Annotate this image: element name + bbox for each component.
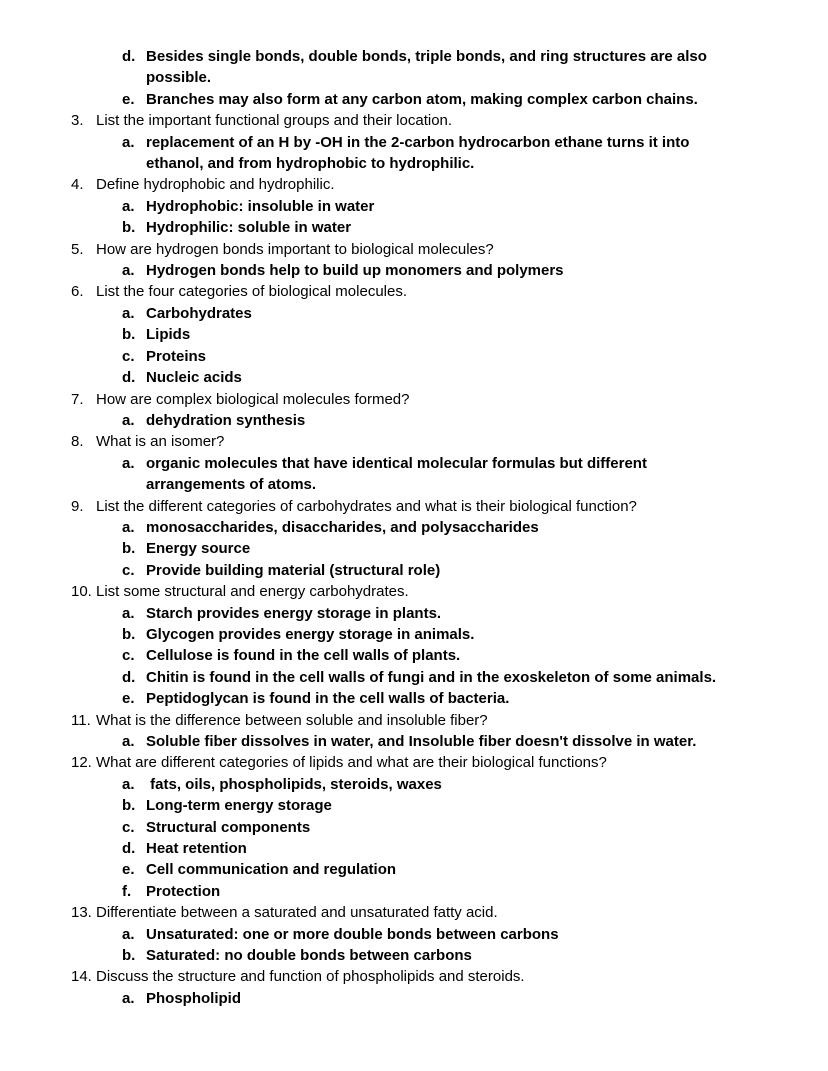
- answer-item: [0, 132, 828, 175]
- text-line: Glycogen provides energy storage in animals.: [146, 625, 475, 643]
- answer-item: [0, 795, 828, 816]
- text-line: dehydration synthesis: [146, 411, 306, 429]
- text-line: Proteins: [146, 347, 207, 365]
- item-text: [146, 731, 696, 752]
- text-line: Structural components: [146, 818, 311, 836]
- list-marker: d.: [122, 668, 136, 686]
- text-line: arrangements of atoms.: [146, 476, 317, 494]
- text-line: Differentiate between a saturated and unsaturated fatty acid.: [96, 904, 498, 922]
- item-text: [146, 795, 332, 816]
- text-line: How are hydrogen bonds important to biological molecules?: [96, 240, 494, 258]
- list-marker: e.: [122, 861, 135, 879]
- text-line: Hydrophilic: soluble in water: [146, 219, 352, 237]
- item-text: [146, 859, 396, 880]
- text-line: Starch provides energy storage in plants.: [146, 604, 442, 622]
- text-line: Chitin is found in the cell walls of fungi and in the exoskeleton of some animals.: [146, 668, 717, 686]
- list-marker: c.: [122, 347, 135, 365]
- text-line: List the four categories of biological molecules.: [96, 283, 408, 301]
- list-marker: a.: [122, 411, 135, 429]
- answer-item: [0, 859, 828, 880]
- list-marker: 6.: [71, 283, 84, 301]
- text-line: monosaccharides, disaccharides, and polysaccharides: [146, 518, 539, 536]
- list-marker: a.: [122, 925, 135, 943]
- list-marker: d.: [122, 48, 136, 65]
- text-line: Hydrogen bonds help to build up monomers and polymers: [146, 262, 564, 280]
- item-text: [96, 752, 607, 773]
- list-marker: a.: [122, 989, 135, 1007]
- item-text: [146, 217, 351, 238]
- text-line: Lipids: [146, 326, 191, 344]
- text-line: replacement of an H by -OH in the 2-carbon hydrocarbon ethane turns it into: [146, 133, 690, 151]
- list-marker: b.: [122, 797, 136, 815]
- list-marker: a.: [122, 454, 135, 472]
- list-marker: 10.: [71, 583, 92, 601]
- text-line: What is an isomer?: [96, 433, 225, 451]
- list-marker: d.: [122, 369, 136, 387]
- item-text: [146, 881, 220, 902]
- text-line: possible.: [146, 69, 212, 87]
- question-item: [0, 496, 828, 517]
- text-line: Phospholipid: [146, 989, 241, 1007]
- list-marker: b.: [122, 540, 136, 558]
- item-text: [146, 260, 564, 281]
- answer-item: [0, 667, 828, 688]
- answer-item: [0, 924, 828, 945]
- item-text: [146, 89, 698, 110]
- item-text: [146, 538, 250, 559]
- list-marker: 8.: [71, 433, 84, 451]
- list-marker: c.: [122, 818, 135, 836]
- item-text: [146, 645, 460, 666]
- item-text: [96, 581, 409, 602]
- item-text: [146, 517, 539, 538]
- item-text: [96, 496, 637, 517]
- answer-item: [0, 603, 828, 624]
- answer-item: [0, 988, 828, 1009]
- list-marker: a.: [122, 262, 135, 280]
- text-line: fats, oils, phospholipids, steroids, waxes: [146, 775, 442, 793]
- list-marker: a.: [122, 775, 135, 793]
- item-text: [146, 367, 242, 388]
- list-marker: 3.: [71, 112, 84, 130]
- item-text: [146, 603, 441, 624]
- text-line: Carbohydrates: [146, 304, 252, 322]
- item-text: [146, 774, 442, 795]
- text-line: Long-term energy storage: [146, 797, 332, 815]
- item-text: [146, 303, 252, 324]
- text-line: Cellulose is found in the cell walls of plants.: [146, 647, 461, 665]
- answer-item: [0, 688, 828, 709]
- answer-item: [0, 817, 828, 838]
- item-text: [146, 453, 647, 496]
- answer-item: [0, 260, 828, 281]
- list-marker: 14.: [71, 968, 92, 986]
- item-text: [96, 431, 224, 452]
- text-line: Nucleic acids: [146, 369, 242, 387]
- list-marker: 5.: [71, 240, 84, 258]
- answer-item: [0, 453, 828, 496]
- text-line: Saturated: no double bonds between carbons: [146, 947, 472, 965]
- item-text: [146, 196, 374, 217]
- item-text: [96, 239, 494, 260]
- list-marker: b.: [122, 326, 136, 344]
- list-marker: a.: [122, 304, 135, 322]
- question-item: [0, 281, 828, 302]
- list-marker: a.: [122, 604, 135, 622]
- list-marker: b.: [122, 219, 136, 237]
- answer-item: [0, 367, 828, 388]
- list-marker: 7.: [71, 390, 84, 408]
- item-text: [146, 945, 472, 966]
- list-marker: 13.: [71, 904, 92, 922]
- text-line: Heat retention: [146, 840, 247, 858]
- item-text: [146, 132, 689, 175]
- answer-item: [0, 217, 828, 238]
- item-text: [96, 902, 498, 923]
- answer-item: [0, 838, 828, 859]
- answer-item: [0, 945, 828, 966]
- answer-item: [0, 410, 828, 431]
- text-line: Unsaturated: one or more double bonds between carbons: [146, 925, 559, 943]
- item-text: [96, 110, 452, 131]
- item-text: [146, 838, 247, 859]
- text-line: Discuss the structure and function of phospholipids and steroids.: [96, 968, 525, 986]
- question-item: [0, 431, 828, 452]
- answer-item: [0, 89, 828, 110]
- text-line: What are different categories of lipids and what are their biological functions?: [96, 754, 607, 772]
- item-text: [96, 174, 334, 195]
- text-line: ethanol, and from hydrophobic to hydrophilic.: [146, 155, 475, 173]
- item-text: [146, 560, 440, 581]
- answer-item: [0, 196, 828, 217]
- text-line: Besides single bonds, double bonds, triple bonds, and ring structures are also: [146, 48, 707, 65]
- question-item: [0, 752, 828, 773]
- question-item: [0, 902, 828, 923]
- answer-item: [0, 645, 828, 666]
- text-line: Soluble fiber dissolves in water, and Insoluble fiber doesn't dissolve in water.: [146, 733, 697, 750]
- list-marker: 9.: [71, 497, 84, 515]
- item-text: [146, 324, 190, 345]
- answer-item: [0, 517, 828, 538]
- text-line: How are complex biological molecules formed?: [96, 390, 410, 408]
- question-item: [0, 389, 828, 410]
- text-line: What is the difference between soluble and insoluble fiber?: [96, 711, 488, 729]
- answer-item: [0, 324, 828, 345]
- item-text: [146, 667, 716, 688]
- answer-item: [0, 46, 828, 89]
- list-marker: 4.: [71, 176, 84, 194]
- list-marker: e.: [122, 690, 135, 708]
- list-marker: b.: [122, 947, 136, 965]
- answer-item: [0, 538, 828, 559]
- text-line: List the important functional groups and their location.: [96, 112, 453, 130]
- list-marker: a.: [122, 518, 135, 536]
- item-text: [96, 281, 407, 302]
- list-marker: a.: [122, 733, 135, 750]
- item-text: [146, 346, 206, 367]
- text-line: Hydrophobic: insoluble in water: [146, 197, 375, 215]
- question-item: [0, 581, 828, 602]
- question-item: [0, 174, 828, 195]
- list-marker: 11.: [71, 711, 91, 729]
- list-marker: d.: [122, 840, 136, 858]
- answer-item: [0, 731, 828, 752]
- text-line: Provide building material (structural role): [146, 561, 441, 579]
- answer-item: [0, 774, 828, 795]
- answer-item: [0, 560, 828, 581]
- text-line: Define hydrophobic and hydrophilic.: [96, 176, 335, 194]
- item-text: [146, 924, 559, 945]
- list-marker: e.: [122, 90, 135, 108]
- answer-item: [0, 624, 828, 645]
- question-item: [0, 966, 828, 987]
- answer-item: [0, 303, 828, 324]
- text-line: Cell communication and regulation: [146, 861, 397, 879]
- answer-item: [0, 881, 828, 902]
- item-text: [146, 624, 474, 645]
- list-marker: 12.: [71, 754, 92, 772]
- list-marker: f.: [122, 882, 132, 900]
- list-marker: a.: [122, 197, 135, 215]
- item-text: [96, 966, 525, 987]
- item-text: [146, 46, 707, 89]
- item-text: [146, 688, 509, 709]
- answer-item: [0, 346, 828, 367]
- item-text: [146, 410, 305, 431]
- text-line: List some structural and energy carbohydrates.: [96, 583, 409, 601]
- item-text: [146, 817, 310, 838]
- question-item: [0, 239, 828, 260]
- list-marker: c.: [122, 647, 135, 665]
- item-text: [96, 389, 409, 410]
- item-text: [96, 710, 488, 731]
- text-line: Peptidoglycan is found in the cell walls of bacteria.: [146, 690, 510, 708]
- question-item: [0, 710, 828, 731]
- text-line: organic molecules that have identical molecular formulas but different: [146, 454, 647, 472]
- list-marker: a.: [122, 133, 135, 151]
- text-line: List the different categories of carbohydrates and what is their biological function?: [96, 497, 637, 515]
- list-marker: c.: [122, 561, 135, 579]
- question-item: [0, 110, 828, 131]
- text-line: Protection: [146, 882, 221, 900]
- text-line: Branches may also form at any carbon atom, making complex carbon chains.: [146, 90, 698, 108]
- item-text: [146, 988, 241, 1009]
- list-marker: b.: [122, 625, 136, 643]
- text-line: Energy source: [146, 540, 251, 558]
